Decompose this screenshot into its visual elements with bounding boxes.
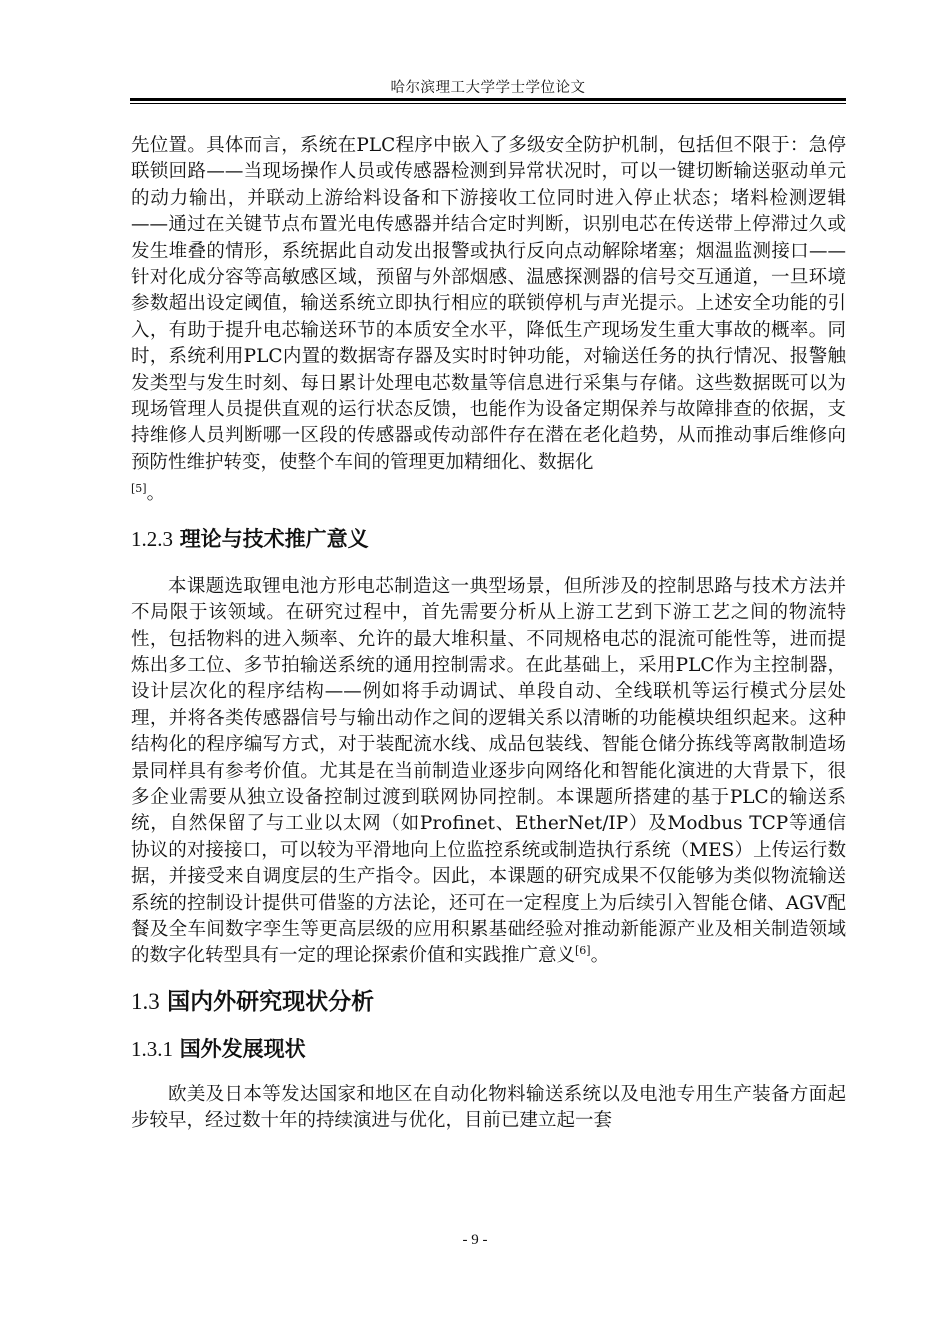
paragraph-text: 本课题选取锂电池方形电芯制造这一典型场景，但所涉及的控制思路与技术方法并不局限于该领域。在研究过程中，首先需要分析从上游工艺到下游工艺之间的物流特性，包括物料的进入频率、允许的最大堆积量、不同规格电芯的混流可能性等，进而提炼出多工位、多节拍输送系统的通用控制需求。在此基础上，采用PLC作为主控制器，设计层次化的程序结构——例如将手动调试、单段自动、全线联机等运行模式分层处理，并将各类传感器信号与输出动作之间的逻辑关系以清晰的功能模块组织起来。这种结构化的程序编写方式，对于装配流水线、成品包装线、智能仓储分拣线等离散制造场景同样具有参考价值。尤其是在当前制造业逐步向网络化和智能化演进的大背景下，很多企业需要从独立设备控制过渡到联网协同控制。本课题所搭建的基于PLC的输送系统，自然保留了与工业以太网（如Profinet、EtherNet/IP）及Modbus TCP等通信协议的对接接口，可以较为平滑地向上位监控系统或制造执行系统（MES）上传运行数据，并接受来自调度层的生产指令。因此，本课题的研究成果不仅能够为类似物流输送系统的控制设计提供可借鉴的方法论，还可在一定程度上为后续引入智能仓储、AGV配餐及全车间数字孪生等更高层级的应用积累基础经验对推动新能源产业及相关制造领域的数字化转型具有一定的理论探索价值和实践推广意义 — [131, 575, 846, 967]
paragraph-foreign-status — [131, 1082, 846, 1135]
section-heading-1-3 — [131, 988, 846, 1016]
paragraph-end: 。 — [146, 483, 166, 505]
header-rule-thick — [130, 98, 846, 101]
section-heading-1-2-3 — [131, 526, 846, 552]
section-number: 1.3.1 — [131, 1036, 173, 1061]
header-rule-thin — [130, 103, 846, 104]
citation-ref: [5] — [131, 482, 147, 496]
section-title: 国内外研究现状分析 — [167, 988, 375, 1015]
paragraph-promotion-significance — [131, 574, 846, 970]
paragraph-text: 先位置。具体而言，系统在PLC程序中嵌入了多级安全防护机制，包括但不限于：急停联锁回路——当现场操作人员或传感器检测到异常状况时，可以一键切断输送驱动单元的动力输出，并联动上游给料设备和下游接收工位同时进入停止状态；堵料检测逻辑——通过在关键节点布置光电传感器并结合定时判断，识别电芯在传送带上停滞过久或发生堆叠的情形，系统据此自动发出报警或执行反向点动解除堵塞；烟温监测接口——针对化成分容等高敏感区域，预留与外部烟感、温感探测器的信号交互通道，一旦环境参数超出设定阈值，输送系统立即执行相应的联锁停机与声光提示。上述安全功能的引入，有助于提升电芯输送环节的本质安全水平，降低生产现场发生重大事故的概率。同时，系统利用PLC内置的数据寄存器及实时时钟功能，对输送任务的执行情况、报警触发类型与发生时刻、每日累计处理电芯数量等信息进行采集与存储。这些数据既可以为现场管理人员提供直观的运行状态反馈，也能作为设备定期保养与故障排查的依据，支持维修人员判断哪一区段的传感器或传动部件存在潜在老化趋势，从而推动事后维修向预防性维护转变，使整个车间的管理更加精细化、数据化 — [131, 135, 846, 473]
section-heading-1-3-1 — [131, 1036, 846, 1062]
section-number: 1.2.3 — [131, 526, 173, 551]
section-title: 理论与技术推广意义 — [179, 526, 369, 551]
paragraph-safety-data — [131, 133, 846, 508]
section-number: 1.3 — [131, 988, 160, 1014]
paragraph-text: 欧美及日本等发达国家和地区在自动化物料输送系统以及电池专用生产装备方面起步较早，经过数十年的持续演进与优化，目前已建立起一套 — [131, 1083, 846, 1132]
page-number: - 9 - — [462, 1232, 488, 1248]
paragraph-end: 。 — [590, 945, 610, 967]
section-title: 国外发展现状 — [179, 1036, 306, 1061]
citation-ref: [6] — [575, 944, 591, 958]
running-header: 哈尔滨理工大学学士学位论文 — [390, 80, 586, 96]
page-body — [131, 133, 846, 1135]
